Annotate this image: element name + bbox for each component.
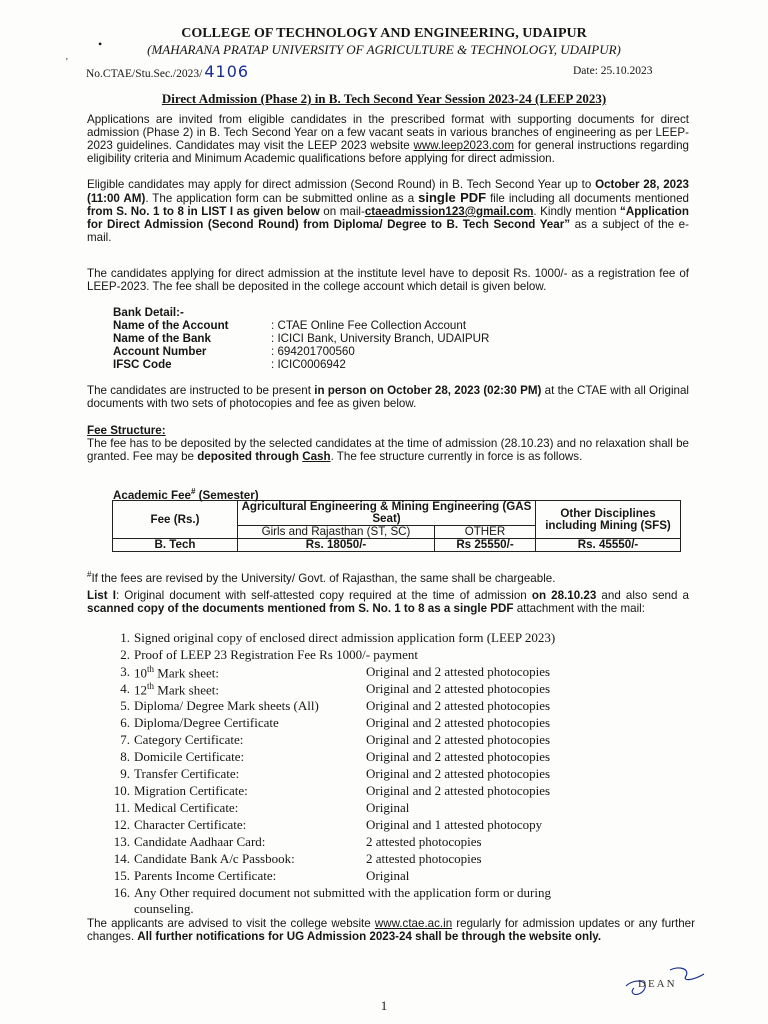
item-number: 5. bbox=[120, 698, 130, 713]
application-paragraph bbox=[87, 178, 689, 244]
leep-website-link[interactable]: www.leep2023.com bbox=[413, 139, 515, 152]
item-label: 10th Mark sheet: bbox=[134, 664, 219, 681]
application-text: Eligible candidates may apply for direct admission (Second Round) in B. Tech Second Year up to bbox=[87, 178, 592, 191]
item-number: 6. bbox=[120, 715, 130, 730]
attendance-text: The candidates are instructed to be present bbox=[87, 384, 311, 397]
university-name: (MAHARANA PRATAP UNIVERSITY OF AGRICULTURE & TECHNOLOGY, UDAIPUR) bbox=[147, 42, 621, 57]
bank-field-label: IFSC Code bbox=[113, 358, 172, 371]
list-one-intro bbox=[87, 589, 689, 615]
item-number: 4. bbox=[120, 681, 130, 696]
item-requirement: Original and 2 attested photocopies bbox=[366, 715, 551, 730]
item-number: 7. bbox=[120, 732, 130, 747]
list-one-text: : Original document with self-attested copy required at the time of admission bbox=[115, 589, 527, 602]
application-text: . The application form can be submitted online as a bbox=[145, 192, 415, 205]
item-label: counseling. bbox=[134, 901, 194, 916]
page-number: 1 bbox=[380, 998, 388, 1013]
bank-detail-title: Bank Detail:- bbox=[113, 306, 184, 319]
application-text: on mail- bbox=[323, 205, 365, 218]
margin-mark: ' bbox=[66, 57, 68, 68]
reference-prefix: No.CTAE/Stu.Sec./2023/ bbox=[86, 68, 203, 80]
item-label: Signed original copy of enclosed direct admission application form (LEEP 2023) bbox=[134, 630, 556, 645]
list-one-label: List I bbox=[87, 589, 116, 602]
item-label: Transfer Certificate: bbox=[134, 766, 240, 781]
item-requirement: 2 attested photocopies bbox=[366, 834, 482, 849]
fee-structure-text: . The fee structure currently in force is as follows. bbox=[330, 450, 583, 463]
item-number: 15. bbox=[113, 868, 130, 883]
item-label: Medical Certificate: bbox=[134, 800, 239, 815]
item-requirement: Original and 2 attested photocopies bbox=[366, 749, 551, 764]
fee-structure-paragraph bbox=[87, 437, 689, 463]
college-website-link[interactable]: www.ctae.ac.in bbox=[374, 917, 453, 930]
item-label: Migration Certificate: bbox=[134, 783, 248, 798]
list-one-date: on 28.10.23 bbox=[531, 589, 597, 602]
item-label: Proof of LEEP 23 Registration Fee Rs 1000/- payment bbox=[134, 647, 419, 662]
item-label: Candidate Bank A/c Passbook: bbox=[134, 851, 295, 866]
document-subject: Direct Admission (Phase 2) in B. Tech Second Year Session 2023-24 (LEEP 2023) bbox=[161, 91, 607, 106]
item-label: Parents Income Certificate: bbox=[134, 868, 277, 883]
item-number: 13. bbox=[113, 834, 130, 849]
item-requirement: Original bbox=[366, 800, 410, 815]
header-sfs: Other Disciplines including Mining (SFS) bbox=[536, 501, 681, 539]
intro-paragraph bbox=[87, 113, 689, 165]
item-label: Candidate Aadhaar Card: bbox=[134, 834, 266, 849]
closing-text: regularly for admission updates or any further changes. bbox=[87, 917, 695, 943]
header-gas: Agricultural Engineering & Mining Engineering (GAS Seat) bbox=[238, 501, 536, 526]
item-label: Diploma/ Degree Mark sheets (All) bbox=[134, 698, 319, 713]
item-requirement: Original and 2 attested photocopies bbox=[366, 732, 551, 747]
margin-mark: • bbox=[98, 37, 103, 51]
item-requirement: Original and 1 attested photocopy bbox=[366, 817, 543, 832]
bank-field-label: Name of the Bank bbox=[113, 332, 211, 345]
subheader-girls: Girls and Rajasthan (ST, SC) bbox=[238, 526, 435, 539]
header-fee: Fee (Rs.) bbox=[113, 501, 238, 539]
college-name: COLLEGE OF TECHNOLOGY AND ENGINEERING, UDAIPUR bbox=[181, 26, 587, 41]
bank-field-label: Name of the Account bbox=[113, 319, 229, 332]
application-text: . Kindly mention bbox=[533, 205, 617, 218]
reference-number bbox=[86, 62, 249, 81]
scan-instruction: scanned copy of the documents mentioned from S. No. 1 to 8 as a single PDF bbox=[87, 602, 514, 615]
item-requirement: Original and 2 attested photocopies bbox=[366, 698, 551, 713]
notification-note: All further notifications for UG Admission 2023-24 shall be through the website only. bbox=[137, 930, 602, 943]
deadline: October 28, 2023 (11:00 AM) bbox=[87, 178, 689, 205]
item-number: 8. bbox=[120, 749, 130, 764]
item-number: 2. bbox=[120, 647, 130, 662]
cash-label: Cash bbox=[302, 450, 331, 463]
bank-field-label: Account Number bbox=[113, 345, 207, 358]
girls-fee: Rs. 18050/- bbox=[238, 539, 435, 552]
fee-table bbox=[112, 500, 681, 552]
item-number: 3. bbox=[120, 664, 130, 679]
item-label: Any Other required document not submitted with the application form or during bbox=[134, 885, 551, 900]
subheader-other: OTHER bbox=[435, 526, 536, 539]
item-requirement: Original bbox=[366, 868, 410, 883]
document-date: Date: 25.10.2023 bbox=[573, 65, 653, 77]
item-number: 9. bbox=[120, 766, 130, 781]
list-one-text: and also send a bbox=[601, 589, 689, 602]
item-label: Domicile Certificate: bbox=[134, 749, 245, 764]
list-reference: from S. No. 1 to 8 in LIST I as given below bbox=[87, 205, 320, 218]
item-number: 11. bbox=[114, 800, 130, 815]
intro-text: Applications are invited from eligible candidates in the prescribed format with supporting documents for direct admission (Phase 2) in B. Tech Second Year on a few vacant seats in various branches of engineering as per LEEP-2023 guidelines. Candidates may visit the LEEP 2023 website bbox=[87, 113, 689, 152]
row-label: B. Tech bbox=[113, 539, 238, 552]
item-label: Category Certificate: bbox=[134, 732, 244, 747]
single-pdf-note: single PDF bbox=[418, 190, 487, 205]
item-label: 12th Mark sheet: bbox=[134, 681, 219, 698]
closing-text: The applicants are advised to visit the college website bbox=[87, 917, 371, 930]
item-requirement: 2 attested photocopies bbox=[366, 851, 482, 866]
registration-fee-paragraph: The candidates applying for direct admission at the institute level have to deposit Rs. 1000/- as a registration fee of LEEP-2023. The fee shall be deposited in the college account which detail is given below. bbox=[87, 267, 689, 293]
fee-structure-title: Fee Structure: bbox=[87, 424, 166, 437]
item-number: 10. bbox=[113, 783, 130, 798]
closing-paragraph bbox=[87, 917, 695, 943]
bank-field-value: : ICICI Bank, University Branch, UDAIPUR bbox=[271, 332, 490, 345]
handwritten-number: 4106 bbox=[204, 62, 250, 81]
application-text: as a subject of the e-mail. bbox=[87, 218, 689, 244]
item-requirement: Original and 2 attested photocopies bbox=[366, 681, 551, 696]
fee-revision-note: #If the fees are revised by the University/ Govt. of Rajasthan, the same shall be chargeable. bbox=[87, 570, 556, 585]
bank-field-value: : CTAE Online Fee Collection Account bbox=[271, 319, 467, 332]
admission-email-link[interactable]: ctaeadmission123@gmail.com bbox=[364, 205, 534, 218]
item-number: 16. bbox=[113, 885, 130, 900]
fee-table-row bbox=[113, 539, 681, 552]
sfs-fee: Rs. 45550/- bbox=[536, 539, 681, 552]
email-subject-line: “Application for Direct Admission (Second Round) from Diploma/ Degree to B. Tech Second Year” bbox=[87, 205, 689, 231]
item-number: 1. bbox=[120, 630, 130, 645]
application-text: file including all documents mentioned bbox=[490, 192, 689, 205]
item-number: 12. bbox=[113, 817, 130, 832]
other-fee: Rs 25550/- bbox=[435, 539, 536, 552]
attendance-time: in person on October 28, 2023 (02:30 PM) bbox=[314, 384, 542, 397]
item-requirement: Original and 2 attested photocopies bbox=[366, 664, 551, 679]
fee-table-header-row bbox=[113, 501, 681, 526]
intro-text: for general instructions regarding eligibility criteria and Minimum Academic qualifications before applying for direct admission. bbox=[87, 139, 689, 165]
list-one-text: attachment with the mail: bbox=[516, 602, 645, 615]
item-label: Character Certificate: bbox=[134, 817, 247, 832]
bank-field-value: : 694201700560 bbox=[271, 345, 355, 358]
attendance-paragraph bbox=[87, 384, 689, 410]
bank-field-value: : ICIC0006942 bbox=[271, 358, 346, 371]
item-label: Diploma/Degree Certificate bbox=[134, 715, 279, 730]
item-requirement: Original and 2 attested photocopies bbox=[366, 783, 551, 798]
fee-structure-text: The fee has to be deposited by the selected candidates at the time of admission (28.10.23) and no relaxation shall be granted. Fee may be bbox=[87, 437, 689, 463]
signature-dean-label: DEAN bbox=[638, 978, 677, 990]
item-number: 14. bbox=[113, 851, 130, 866]
deposit-method: deposited through bbox=[197, 450, 299, 463]
academic-fee-title: Academic Fee# (Semester) bbox=[113, 487, 259, 502]
item-requirement: Original and 2 attested photocopies bbox=[366, 766, 551, 781]
attendance-text: at the CTAE with all Original documents with two sets of photocopies and fee as given below. bbox=[87, 384, 690, 410]
